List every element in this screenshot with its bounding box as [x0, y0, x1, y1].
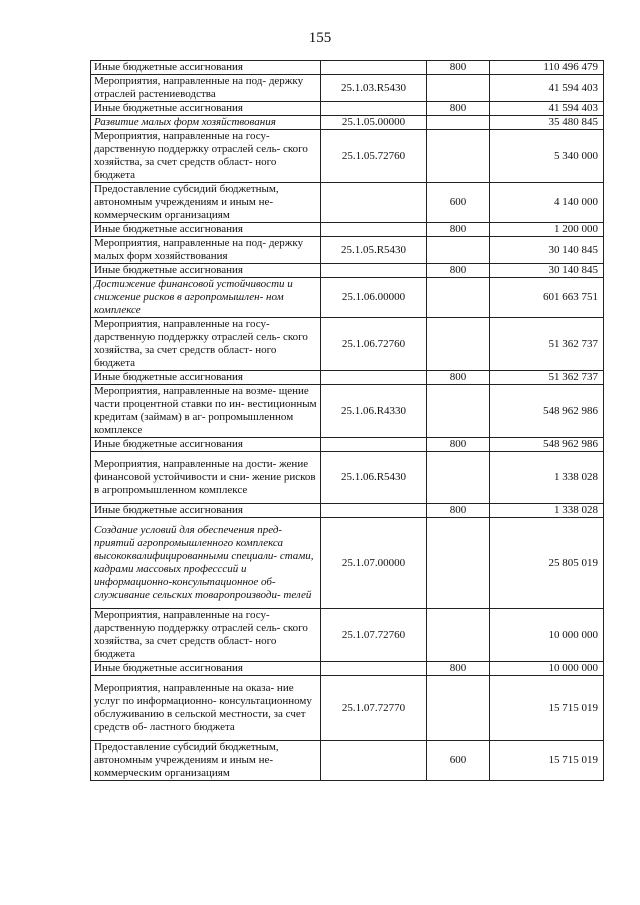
row-name: Иные бюджетные ассигнования — [91, 61, 321, 75]
table-row — [91, 116, 604, 130]
row-amount: 30 140 845 — [490, 264, 604, 278]
row-type — [427, 609, 490, 662]
row-type: 800 — [427, 102, 490, 116]
row-amount: 51 362 737 — [490, 318, 604, 371]
row-code: 25.1.07.72760 — [321, 609, 427, 662]
row-name: Создание условий для обеспечения пред- приятий агропромышленного комплекса высококвалифицированными специали- стами, кадрами массовых професссий и информационно-консультационное об- служивание сельских товаропроизводи- телей — [91, 518, 321, 609]
row-code — [321, 223, 427, 237]
row-code — [321, 371, 427, 385]
table-row — [91, 318, 604, 371]
table-row — [91, 518, 604, 609]
table-row — [91, 130, 604, 183]
table-row — [91, 75, 604, 102]
row-name: Иные бюджетные ассигнования — [91, 264, 321, 278]
row-name: Мероприятия, направленные на госу- дарственную поддержку отраслей сель- ского хозяйства, за счет средств област- ного бюджета — [91, 609, 321, 662]
row-amount: 35 480 845 — [490, 116, 604, 130]
row-type: 600 — [427, 741, 490, 781]
row-code: 25.1.06.R4330 — [321, 385, 427, 438]
row-code: 25.1.05.00000 — [321, 116, 427, 130]
table-row — [91, 102, 604, 116]
table-row — [91, 264, 604, 278]
row-code: 25.1.05.72760 — [321, 130, 427, 183]
row-name: Иные бюджетные ассигнования — [91, 504, 321, 518]
row-amount: 41 594 403 — [490, 75, 604, 102]
row-name: Мероприятия, направленные на госу- дарственную поддержку отраслей сель- ского хозяйства, за счет средств област- ного бюджета — [91, 130, 321, 183]
row-amount: 10 000 000 — [490, 609, 604, 662]
table-row — [91, 385, 604, 438]
row-name: Предоставление субсидий бюджетным, автономным учреждениям и иным не- коммерческим организациям — [91, 183, 321, 223]
row-name: Мероприятия, направленные на под- держку малых форм хозяйствования — [91, 237, 321, 264]
row-code: 25.1.07.00000 — [321, 518, 427, 609]
row-amount: 1 200 000 — [490, 223, 604, 237]
row-name: Иные бюджетные ассигнования — [91, 102, 321, 116]
row-type — [427, 237, 490, 264]
row-type — [427, 75, 490, 102]
row-name: Иные бюджетные ассигнования — [91, 438, 321, 452]
row-amount: 15 715 019 — [490, 741, 604, 781]
row-code — [321, 264, 427, 278]
row-amount: 25 805 019 — [490, 518, 604, 609]
table-row — [91, 676, 604, 741]
row-amount: 1 338 028 — [490, 504, 604, 518]
row-code — [321, 438, 427, 452]
row-amount: 548 962 986 — [490, 385, 604, 438]
row-amount: 4 140 000 — [490, 183, 604, 223]
row-type: 800 — [427, 504, 490, 518]
row-name: Мероприятия, направленные на оказа- ние услуг по информационно- консультационному обслуживанию в сельской местности, за счет средств об- ластного бюджета — [91, 676, 321, 741]
row-type: 800 — [427, 264, 490, 278]
row-type: 800 — [427, 61, 490, 75]
row-name: Предоставление субсидий бюджетным, автономным учреждениям и иным не- коммерческим организациям — [91, 741, 321, 781]
row-code — [321, 741, 427, 781]
row-code — [321, 504, 427, 518]
row-name: Мероприятия, направленные на госу- дарственную поддержку отраслей сель- ского хозяйства, за счет средств област- ного бюджета — [91, 318, 321, 371]
row-type: 800 — [427, 662, 490, 676]
table-row — [91, 237, 604, 264]
table-row — [91, 609, 604, 662]
row-amount: 110 496 479 — [490, 61, 604, 75]
row-name: Иные бюджетные ассигнования — [91, 662, 321, 676]
row-code: 25.1.03.R5430 — [321, 75, 427, 102]
row-type — [427, 278, 490, 318]
row-name: Иные бюджетные ассигнования — [91, 371, 321, 385]
row-type — [427, 518, 490, 609]
table-row — [91, 452, 604, 504]
table-row — [91, 504, 604, 518]
row-code: 25.1.06.72760 — [321, 318, 427, 371]
row-type — [427, 130, 490, 183]
row-amount: 15 715 019 — [490, 676, 604, 741]
row-amount: 41 594 403 — [490, 102, 604, 116]
row-amount: 5 340 000 — [490, 130, 604, 183]
row-type — [427, 385, 490, 438]
row-code: 25.1.06.00000 — [321, 278, 427, 318]
row-name: Развитие малых форм хозяйствования — [91, 116, 321, 130]
row-code — [321, 183, 427, 223]
row-code — [321, 61, 427, 75]
row-amount: 10 000 000 — [490, 662, 604, 676]
row-type: 800 — [427, 438, 490, 452]
row-code — [321, 662, 427, 676]
row-code: 25.1.06.R5430 — [321, 452, 427, 504]
row-name: Иные бюджетные ассигнования — [91, 223, 321, 237]
row-type: 600 — [427, 183, 490, 223]
table-row — [91, 278, 604, 318]
table-row — [91, 662, 604, 676]
table-row — [91, 223, 604, 237]
row-code — [321, 102, 427, 116]
row-amount: 51 362 737 — [490, 371, 604, 385]
row-type — [427, 452, 490, 504]
row-type: 800 — [427, 371, 490, 385]
table-row — [91, 741, 604, 781]
row-name: Мероприятия, направленные на под- держку отраслей растениеводства — [91, 75, 321, 102]
row-amount: 30 140 845 — [490, 237, 604, 264]
table-row — [91, 371, 604, 385]
table-row — [91, 438, 604, 452]
row-name: Мероприятия, направленные на возме- щение части процентной ставки по ин- вестиционным кредитам (займам) в аг- ропромышленном комплексе — [91, 385, 321, 438]
row-type — [427, 318, 490, 371]
row-type: 800 — [427, 223, 490, 237]
row-type — [427, 676, 490, 741]
table-row — [91, 183, 604, 223]
budget-table-body — [91, 61, 604, 781]
row-type — [427, 116, 490, 130]
budget-table — [90, 60, 604, 781]
row-code: 25.1.07.72770 — [321, 676, 427, 741]
row-code: 25.1.05.R5430 — [321, 237, 427, 264]
page-number: 155 — [308, 30, 332, 46]
table-row — [91, 61, 604, 75]
row-amount: 1 338 028 — [490, 452, 604, 504]
row-name: Мероприятия, направленные на дости- жение финансовой устойчивости и сни- жение рисков в агропромышленном комплексе — [91, 452, 321, 504]
row-amount: 601 663 751 — [490, 278, 604, 318]
row-name: Достижение финансовой устойчивости и снижение рисков в агропромышлен- ном комплексе — [91, 278, 321, 318]
row-amount: 548 962 986 — [490, 438, 604, 452]
